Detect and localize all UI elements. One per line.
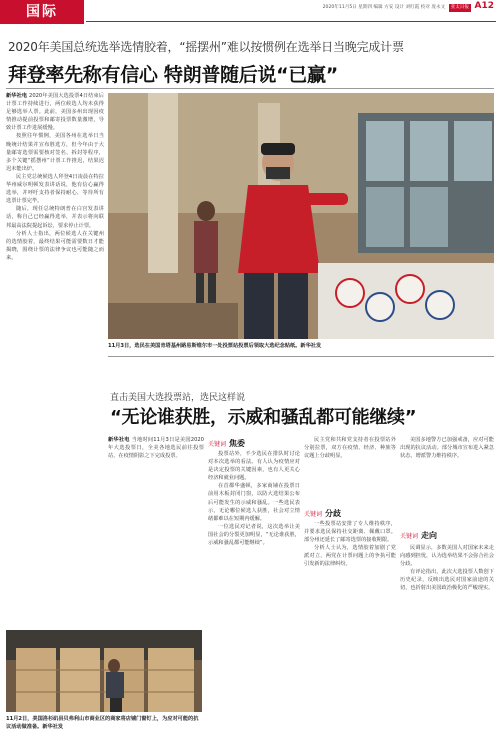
story2-paragraph: 分析人士认为，选情胶着加剧了党派对立，两党在计票问题上的争执可能引发新的法律纠纷。	[304, 545, 396, 568]
polling-station-image	[108, 93, 494, 339]
story2-column	[400, 436, 494, 528]
story2-paragraph: 一些投票站安排了专人维持秩序，并要求选民保持社交距离、佩戴口罩。部分州还延长了邮寄选票的接收期限。	[304, 521, 396, 544]
story2-lead-text: 当地时间11月3日是美国2020年大选投票日，全美各地选民前往投票站，在疫情阴影之下完成投票。	[108, 437, 204, 460]
boarded-store-photo	[6, 630, 202, 712]
header-rule	[86, 21, 496, 22]
masthead	[0, 0, 500, 24]
story1-paragraph: 民主党总统候选人拜登4日凌晨在特拉华州威尔明顿发表讲话说，他有信心赢得选举，并呼吁支持者保持耐心，等待所有选票计票完毕。	[6, 173, 104, 205]
story1-kicker: 2020年美国总统选举选情胶着，“摇摆州”难以按惯例在选举日当晚完成计票	[8, 40, 404, 54]
keyword-label: 关键词	[304, 511, 323, 518]
story2-paragraph: 投票站外，不少选民在排队时讨论对本次选举的看法。有人认为疫情应对是决定投票的关键因素，也有人更关心经济和就业问题。	[208, 451, 300, 482]
keyword-title: 分歧	[325, 509, 342, 518]
page-number: A12	[474, 1, 494, 11]
story2-headline: “无论谁获胜，示威和骚乱都可能继续”	[110, 407, 417, 428]
keyword-title: 焦委	[229, 439, 246, 448]
keyword-label: 关键词	[208, 441, 227, 448]
story2-paragraph: 美国多地警方已加强戒备，应对可能出现的抗议活动。部分城市宣布进入紧急状态，增派警力维持秩序。	[400, 437, 494, 460]
story2-byline: 新华社电	[108, 437, 130, 443]
keyword-tag	[304, 508, 341, 519]
story2-paragraph: 民主党和共和党支持者在投票站外分别拉票，双方在疫情、经济、种族等议题上分歧明显。	[304, 437, 396, 460]
keyword-title: 走向	[421, 531, 438, 540]
boarded-store-image	[6, 630, 202, 712]
story1-paragraph: 分析人士指出，两位候选人在关键州的选情胶着，最终结果可能需要数日才能揭晓，围绕计票的法律争议也可能随之而来。	[6, 230, 104, 261]
story2-column	[304, 520, 396, 740]
story2-paragraph: 在首都华盛顿，多家商铺在投票日前用木板封闭门窗，以防大选结果公布后可能发生的示威和骚乱。一些选民表示，无论哪位候选人获胜，社会对立情绪都难以在短期内缓解。	[208, 483, 300, 522]
keyword-label: 关键词	[400, 533, 419, 540]
story2-paragraph: 一位选民对记者说，这次选举让美国社会的分裂更加明显，“无论谁获胜，示威和骚乱都可能继续”。	[208, 523, 300, 547]
story2-column	[208, 450, 300, 740]
story1-body	[6, 92, 104, 650]
story2-paragraph: 有评论指出，此次大选投票人数创下历史纪录，反映出选民对国家前途的关切，也折射出美国政治极化的严峻现实。	[400, 569, 494, 592]
story2-kicker: 直击美国大选投票站，选民这样说	[110, 393, 246, 403]
keyword-tag	[400, 530, 437, 541]
story2-lead	[108, 436, 204, 656]
keyword-tag	[208, 438, 245, 449]
polling-station-photo	[108, 93, 494, 339]
section-label: 国际	[0, 0, 84, 24]
story2-column	[400, 544, 494, 740]
story1-headline: 拜登率先称有信心 特朗普随后说“已赢”	[8, 64, 338, 86]
story1-paragraph: 2020年美国大选投票4日结束后计票工作持续进行，两位候选人均未获得足够选举人票。此前，美国多州出现因疫情推动提前投票和邮寄投票数量激增，导致计票工作进展缓慢。	[6, 93, 104, 132]
story2-paragraph: 民调显示，多数美国人对国家未来走向感到担忧，认为选举结果不会弥合社会分歧。	[400, 545, 494, 568]
story1-paragraph: 按照往年惯例，美国各州在选举日当晚统计结果并宣布胜选方，但今年由于大量邮寄选票需要核对签名、拆封等程序，多个关键“摇摆州”计票工作推迟，结果迟迟未能出炉。	[6, 133, 104, 172]
edition-info	[323, 2, 494, 12]
paper-badge: 亚太日报	[450, 5, 470, 10]
photo2-caption: 11月2日，美国洛杉矶县贝弗利山市商业区的商家将店铺门窗钉上，为应对可能的抗议活动做准备。新华社发	[6, 716, 199, 730]
story1-byline: 新华社电	[6, 93, 28, 99]
story2-column	[304, 436, 396, 504]
photo1-caption: 11月3日，选民在美国肯塔基州路易斯维尔市一处投票站投票后领取大选纪念贴纸。新华社发	[108, 343, 322, 349]
story1-paragraph: 随后，现任总统特朗普在白宫发表讲话，称自己已经赢得选举，并表示将向联邦最高法院提起诉讼，要求停止计票。	[6, 206, 104, 229]
divider	[108, 356, 494, 357]
divider	[6, 88, 494, 89]
edition-text: 2020年11月5日 星期四 编辑 方安 设计 刘红霞 校对 庞永文	[322, 5, 446, 10]
